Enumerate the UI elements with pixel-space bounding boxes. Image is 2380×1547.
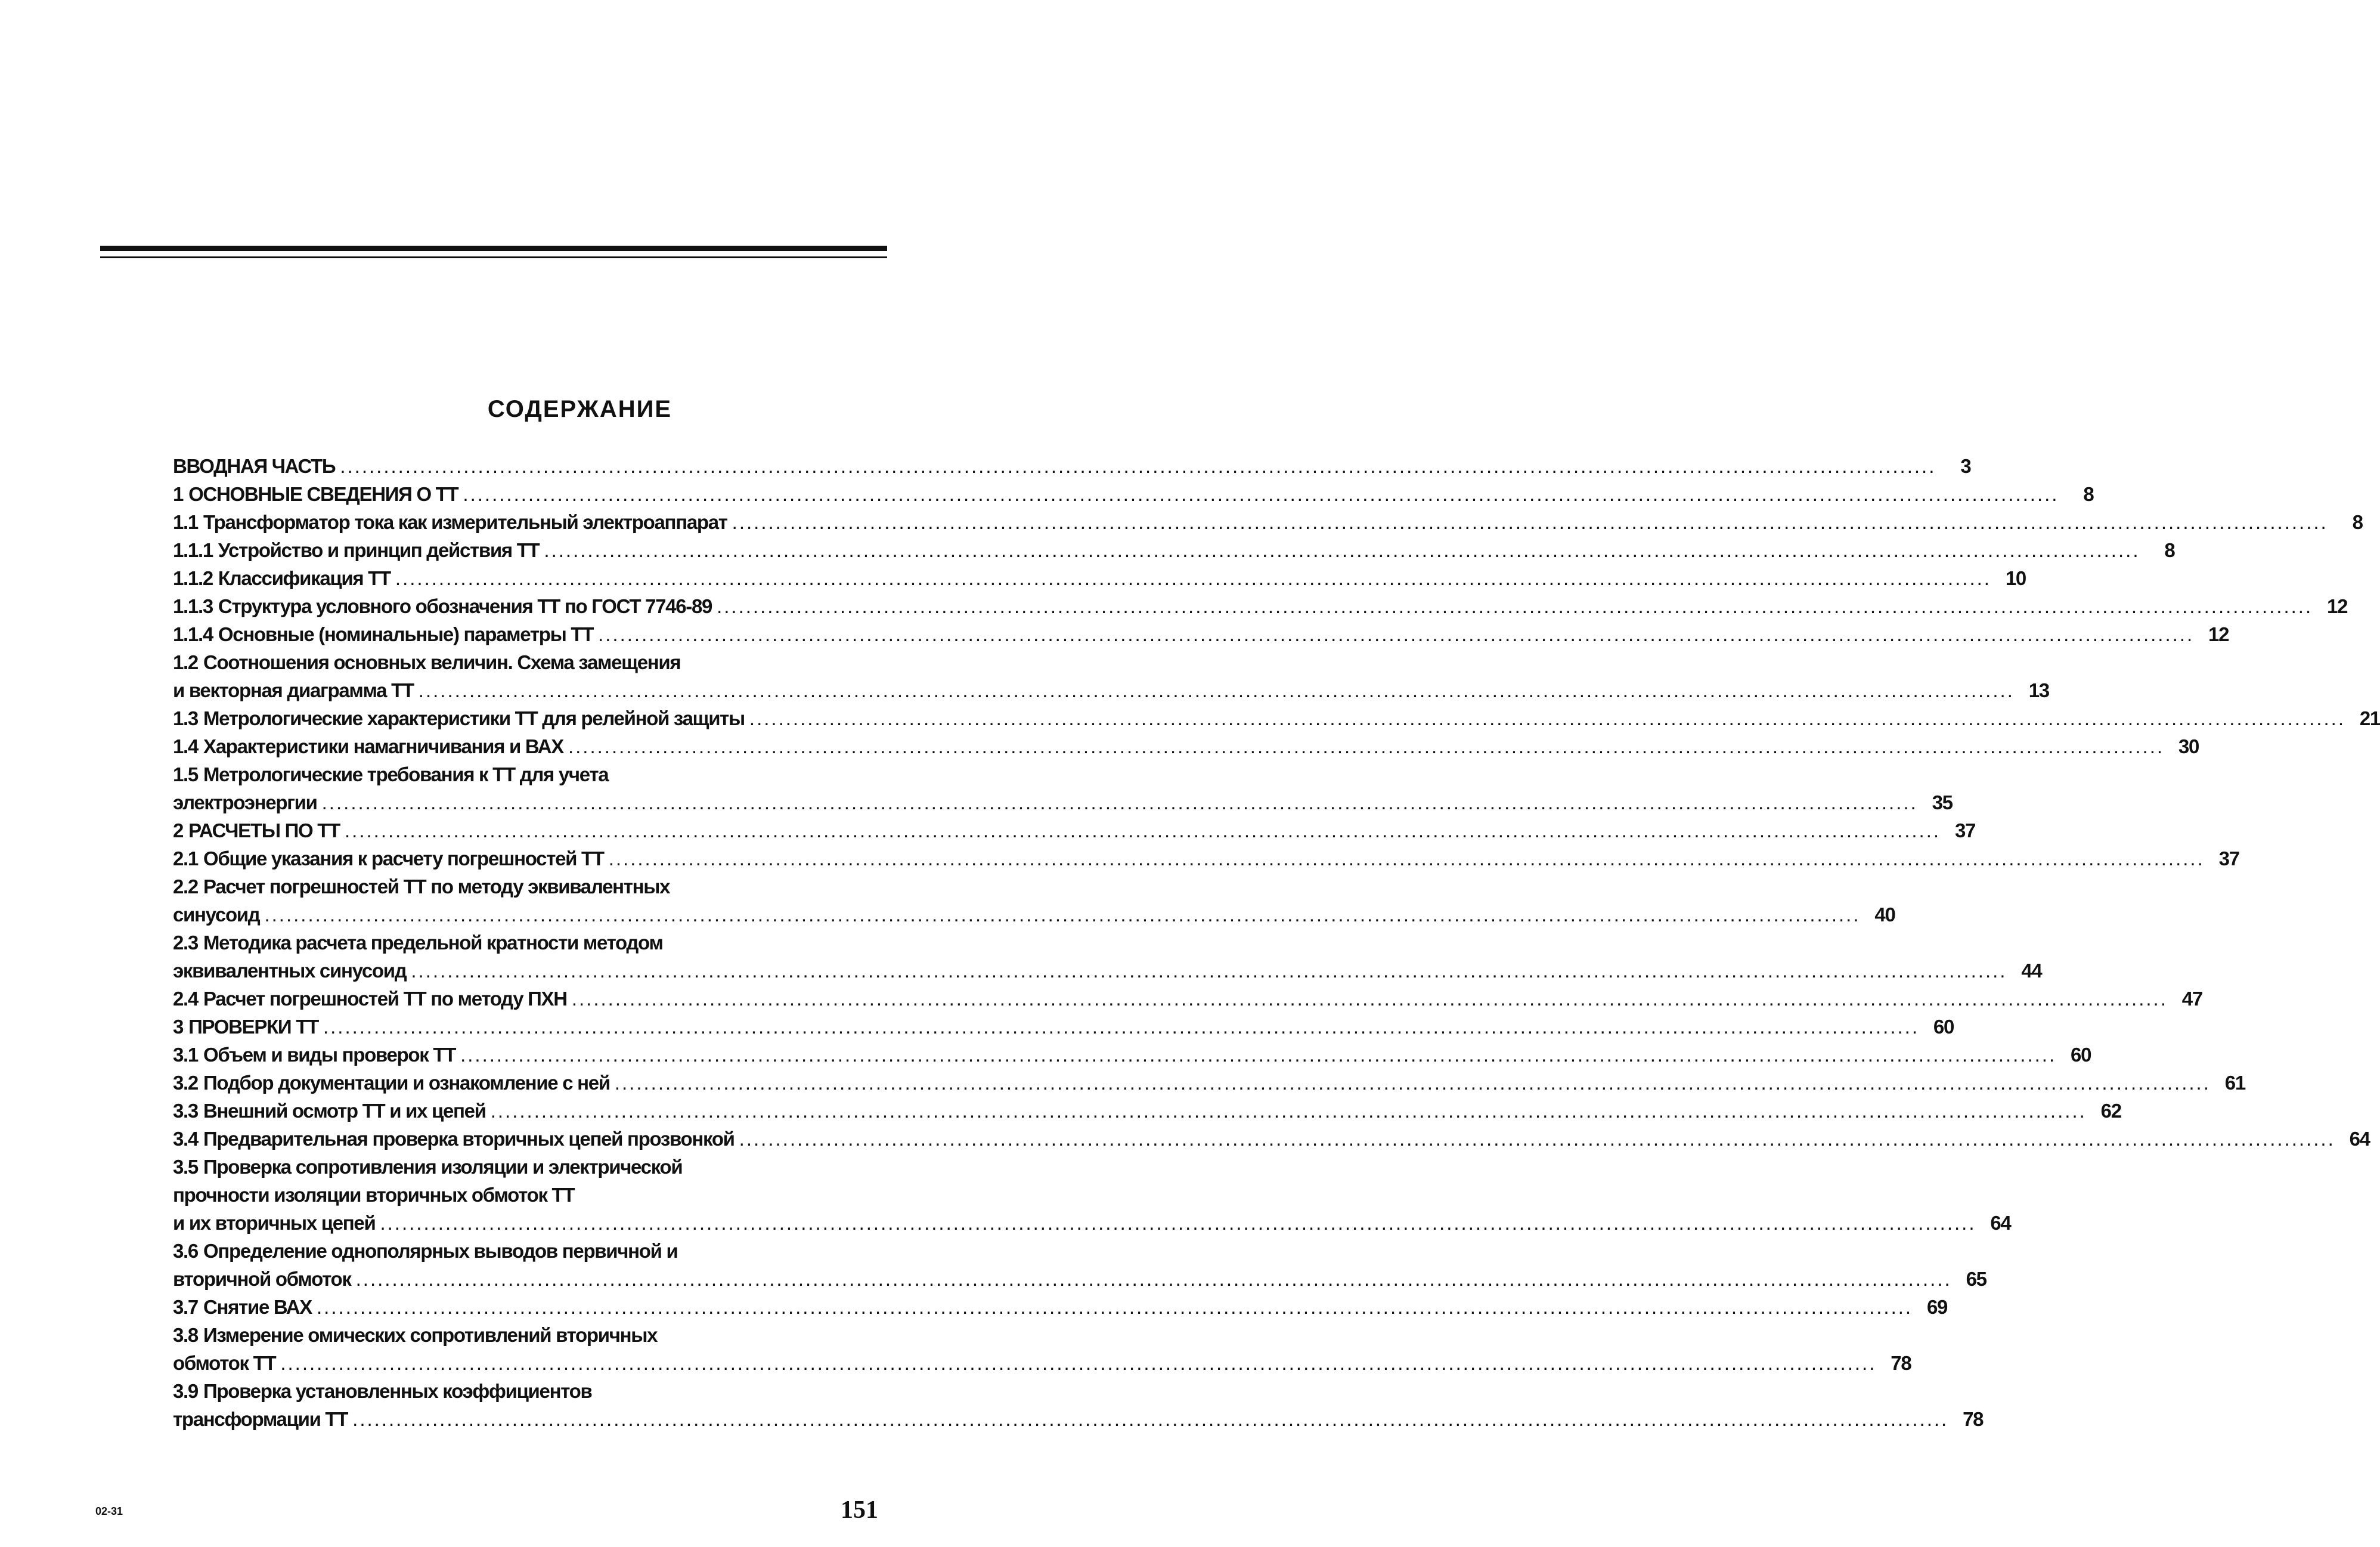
toc-entry <box>173 1125 2370 1153</box>
toc-dot-leader: ............................................................................................................................................................................................................................ <box>352 1408 1949 1430</box>
toc-dot-leader: ............................................................................................................................................................................................................................ <box>739 1128 2335 1150</box>
toc-entry-title: Проверка сопротивления изоляции и электрической <box>203 1156 683 1178</box>
toc-dot-leader: ............................................................................................................................................................................................................................ <box>568 735 2165 757</box>
toc-entry <box>173 1153 2011 1237</box>
toc-dot-leader: ............................................................................................................................................................................................................................ <box>463 483 2059 505</box>
header-rule-thick <box>100 246 887 251</box>
toc-entry-page: 60 <box>2071 1044 2091 1066</box>
toc-dot-leader: ............................................................................................................................................................................................................................ <box>598 623 2195 645</box>
toc-entry <box>173 844 2239 872</box>
toc-dot-leader: ............................................................................................................................................................................................................................ <box>340 455 1936 477</box>
toc-entry-page: 37 <box>1954 819 1976 841</box>
toc-entry-number: 1.5 <box>173 763 198 785</box>
toc-entry-title: Предварительная проверка вторичных цепей прозвонкой <box>203 1128 735 1150</box>
toc-entry-title: Основные (номинальные) параметры ТТ <box>218 623 594 645</box>
toc-entry-page: 78 <box>1963 1408 1984 1430</box>
toc-entry-title: Метрологические характеристики ТТ для релейной защиты <box>203 707 745 729</box>
toc-entry <box>173 592 2348 620</box>
toc-entry-number: 3 <box>173 1016 184 1038</box>
toc-entry-number: 1.4 <box>173 735 198 757</box>
toc-entry-title: Общие указания к расчету погрешностей ТТ <box>203 847 604 870</box>
toc-entry-number: 2.4 <box>173 988 198 1010</box>
toc-entry-page: 3 <box>1960 455 1971 477</box>
toc-entry-title: Проверка установленных коэффициентов <box>203 1380 592 1402</box>
toc-dot-leader: ............................................................................................................................................................................................................................ <box>717 595 2313 617</box>
toc-entry-title: Расчет погрешностей ТТ по методу эквивалентных <box>203 875 670 898</box>
toc-entry-title: обмоток ТТ <box>173 1352 276 1374</box>
toc-entry <box>173 1041 2091 1069</box>
toc-entry-number: 3.2 <box>173 1072 198 1094</box>
toc-entry <box>173 508 2363 536</box>
toc-entry-title: эквивалентных синусоид <box>173 960 407 982</box>
header-rule-thin <box>100 256 887 258</box>
toc-entry-page: 8 <box>2164 539 2175 561</box>
toc-dot-leader: ............................................................................................................................................................................................................................ <box>323 1016 1919 1038</box>
toc-entry-page: 60 <box>1933 1016 1954 1038</box>
toc-entry-page: 40 <box>1874 904 1895 926</box>
toc-entry-title: Объем и виды проверок ТТ <box>203 1044 456 1066</box>
toc-dot-leader: ............................................................................................................................................................................................................................ <box>571 988 2168 1010</box>
toc-entry <box>173 452 1971 480</box>
toc-entry-number: 3.5 <box>173 1156 198 1178</box>
toc-entry-title: РАСЧЕТЫ ПО ТТ <box>188 819 340 841</box>
toc-dot-leader: ............................................................................................................................................................................................................................ <box>280 1352 1877 1374</box>
toc-dot-leader: ............................................................................................................................................................................................................................ <box>317 1296 1913 1318</box>
toc-entry-title: электроэнергии <box>173 791 317 813</box>
toc-entry-title: Определение однополярных выводов первичной и <box>203 1240 678 1262</box>
toc-entry <box>173 620 2229 648</box>
table-of-contents <box>173 452 2380 1433</box>
toc-entry-page: 64 <box>1990 1212 2011 1234</box>
toc-entry-page: 12 <box>2327 595 2348 617</box>
toc-entry-number: 1.1 <box>173 511 198 533</box>
toc-entry-number: 1.1.4 <box>173 623 213 645</box>
toc-entry-title: Методика расчета предельной кратности методом <box>203 932 663 954</box>
toc-entry-number: 3.3 <box>173 1100 198 1122</box>
toc-entry-number: 2.1 <box>173 847 198 870</box>
toc-entry-title: ВВОДНАЯ ЧАСТЬ <box>173 455 336 477</box>
toc-dot-leader: ............................................................................................................................................................................................................................ <box>608 847 2205 870</box>
toc-entry-page: 61 <box>2224 1072 2245 1094</box>
toc-entry-page: 8 <box>2352 511 2363 533</box>
toc-entry-page: 65 <box>1966 1268 1987 1290</box>
toc-entry-title: Внешний осмотр ТТ и их цепей <box>203 1100 486 1122</box>
toc-entry <box>173 480 2094 508</box>
toc-entry-page: 62 <box>2100 1100 2121 1122</box>
toc-entry-title: и их вторичных цепей <box>173 1212 376 1234</box>
toc-entry-title: синусоид <box>173 904 260 926</box>
toc-entry-page: 44 <box>2021 960 2042 982</box>
page-number: 151 <box>841 1496 878 1524</box>
toc-entry-title: Классификация ТТ <box>218 567 391 589</box>
toc-entry-number: 3.4 <box>173 1128 198 1150</box>
toc-entry-title: вторичной обмоток <box>173 1268 351 1290</box>
toc-entry-page: 47 <box>2181 988 2202 1010</box>
toc-dot-leader: ............................................................................................................................................................................................................................ <box>614 1072 2211 1094</box>
toc-entry <box>173 536 2175 564</box>
toc-entry-title: Снятие ВАХ <box>203 1296 312 1318</box>
toc-entry-number: 1 <box>173 483 184 505</box>
toc-entry-title: Измерение омических сопротивлений вторичных <box>203 1324 658 1346</box>
toc-entry <box>173 648 2049 704</box>
toc-entry-title: ОСНОВНЫЕ СВЕДЕНИЯ О ТТ <box>188 483 458 505</box>
toc-entry-page: 21 <box>2359 707 2380 729</box>
toc-entry-page: 78 <box>1891 1352 1911 1374</box>
toc-entry-number: 1.1.2 <box>173 567 213 589</box>
toc-entry-number: 1.3 <box>173 707 198 729</box>
toc-entry <box>173 1097 2121 1125</box>
toc-entry-number: 3.7 <box>173 1296 198 1318</box>
toc-entry <box>173 816 1976 844</box>
toc-entry-number: 1.1.3 <box>173 595 213 617</box>
toc-entry-page: 37 <box>2218 847 2239 870</box>
toc-entry-title: Устройство и принцип действия ТТ <box>218 539 540 561</box>
toc-entry-number: 3.6 <box>173 1240 198 1262</box>
toc-entry <box>173 1321 1911 1377</box>
toc-entry-page: 8 <box>2083 483 2094 505</box>
toc-entry <box>173 872 1895 929</box>
toc-dot-leader: ............................................................................................................................................................................................................................ <box>490 1100 2087 1122</box>
toc-entry-title: Трансформатор тока как измерительный электроаппарат <box>203 511 727 533</box>
toc-entry-number: 3.1 <box>173 1044 198 1066</box>
toc-dot-leader: ............................................................................................................................................................................................................................ <box>321 791 1918 813</box>
toc-entry <box>173 1377 1984 1433</box>
toc-entry-title: Характеристики намагничивания и ВАХ <box>203 735 563 757</box>
toc-entry-page: 30 <box>2178 735 2199 757</box>
toc-dot-leader: ............................................................................................................................................................................................................................ <box>395 567 1991 589</box>
toc-entry-number: 3.8 <box>173 1324 198 1346</box>
toc-entry-number: 1.2 <box>173 651 198 673</box>
toc-entry <box>173 704 2380 732</box>
toc-entry <box>173 985 2202 1013</box>
toc-dot-leader: ............................................................................................................................................................................................................................ <box>460 1044 2057 1066</box>
toc-entry-title: ПРОВЕРКИ ТТ <box>188 1016 318 1038</box>
toc-entry-page: 10 <box>2005 567 2026 589</box>
toc-entry-title: трансформации ТТ <box>173 1408 348 1430</box>
toc-entry <box>173 564 2026 592</box>
toc-entry-number: 2 <box>173 819 184 841</box>
toc-entry-number: 2.3 <box>173 932 198 954</box>
toc-entry-title: Подбор документации и ознакомление с ней <box>203 1072 610 1094</box>
toc-entry-number: 3.9 <box>173 1380 198 1402</box>
toc-dot-leader: ............................................................................................................................................................................................................................ <box>345 819 1941 841</box>
toc-dot-leader: ............................................................................................................................................................................................................................ <box>411 960 2007 982</box>
toc-entry-page: 35 <box>1932 791 1953 813</box>
toc-entry <box>173 1069 2245 1097</box>
toc-entry <box>173 732 2199 760</box>
toc-entry-page: 12 <box>2208 623 2229 645</box>
toc-entry-title: Структура условного обозначения ТТ по ГОСТ 7746-89 <box>218 595 712 617</box>
toc-entry-page: 64 <box>2349 1128 2370 1150</box>
footer-code: 02-31 <box>95 1505 123 1517</box>
toc-dot-leader: ............................................................................................................................................................................................................................ <box>418 679 2015 701</box>
toc-entry-page: 69 <box>1926 1296 1948 1318</box>
toc-entry-number: 2.2 <box>173 875 198 898</box>
toc-entry <box>173 760 1953 816</box>
toc-dot-leader: ............................................................................................................................................................................................................................ <box>355 1268 1952 1290</box>
toc-entry-title: Расчет погрешностей ТТ по методу ПХН <box>203 988 567 1010</box>
toc-entry-title: прочности изоляции вторичных обмоток ТТ <box>173 1184 575 1206</box>
toc-entry-page: 13 <box>2028 679 2049 701</box>
toc-entry <box>173 1237 1987 1293</box>
toc-entry <box>173 1293 1948 1321</box>
page-title: СОДЕРЖАНИЕ <box>487 396 673 422</box>
toc-dot-leader: ............................................................................................................................................................................................................................ <box>264 904 1861 926</box>
toc-dot-leader: ............................................................................................................................................................................................................................ <box>732 511 2328 533</box>
toc-entry-number: 1.1.1 <box>173 539 213 561</box>
toc-entry-title: Соотношения основных величин. Схема замещения <box>203 651 681 673</box>
toc-entry <box>173 929 2042 985</box>
toc-entry <box>173 1013 1954 1041</box>
toc-dot-leader: ............................................................................................................................................................................................................................ <box>749 707 2345 729</box>
toc-entry-title: Метрологические требования к ТТ для учета <box>203 763 609 785</box>
toc-entry-title: и векторная диаграмма ТТ <box>173 679 414 701</box>
toc-dot-leader: ............................................................................................................................................................................................................................ <box>544 539 2140 561</box>
toc-dot-leader: ............................................................................................................................................................................................................................ <box>380 1212 1976 1234</box>
